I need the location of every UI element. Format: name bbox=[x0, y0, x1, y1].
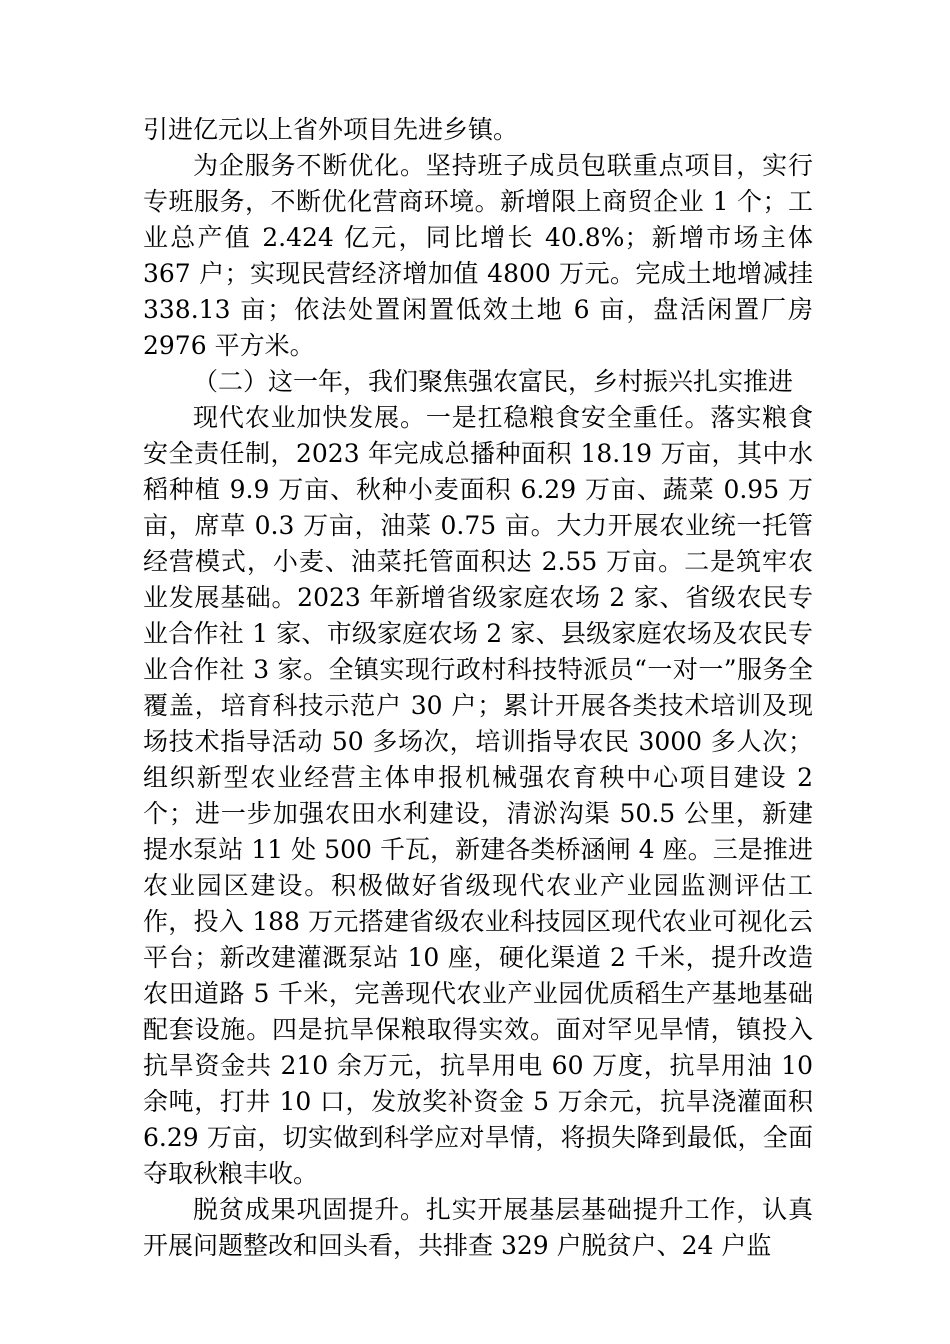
paragraph-modern-agriculture: 现代农业加快发展。一是扛稳粮食安全重任。落实粮食安全责任制，2023 年完成总播种面积 18.19 万亩，其中水稻种植 9.9 万亩、秋种小麦面积 6.29 万亩、蔬菜 0.95 万亩，席草 0.3 万亩，油菜 0.75 亩。大力开展农业统一托管经营模式，小麦、油菜托管面积达 2.55 万亩。二是筑牢农业发展基础。2023 年新增省级家庭农场 2 家、省级农民专业合作社 1 家、市级家庭农场 2 家、县级家庭农场及农民专业合作社 3 家。全镇实现行政村科技特派员“一对一”服务全覆盖，培育科技示范户 30 户；累计开展各类技术培训及现场技术指导活动 50 多场次，培训指导农民 3000 多人次；组织新型农业经营主体申报机械强农育秧中心项目建设 2 个；进一步加强农田水利建设，清淤沟渠 50.5 公里，新建提水泵站 11 处 500 千瓦，新建各类桥涵闸 4 座。三是推进农业园区建设。积极做好省级现代农业产业园监测评估工作，投入 188 万元搭建省级农业科技园区现代农业可视化云平台；新改建灌溉泵站 10 座，硬化渠道 2 千米，提升改造农田道路 5 千米，完善现代农业产业园优质稻生产基地基础配套设施。四是抗旱保粮取得实效。面对罕见旱情，镇投入抗旱资金共 210 余万元，抗旱用电 60 万度，抗旱用油 10 余吨，打井 10 口，发放奖补资金 5 万余元，抗旱浇灌面积 6.29 万亩，切实做到科学应对旱情，将损失降到最低，全面夺取秋粮丰收。 bbox=[143, 403, 813, 1188]
document-page bbox=[143, 112, 813, 1264]
paragraph-continuation: 引进亿元以上省外项目先进乡镇。 bbox=[143, 115, 519, 144]
paragraph-poverty-alleviation: 脱贫成果巩固提升。扎实开展基层基础提升工作，认真开展问题整改和回头看，共排查 329 户脱贫户、24 户监 bbox=[143, 1195, 813, 1260]
section-heading: （二）这一年，我们聚焦强农富民，乡村振兴扎实推进 bbox=[193, 367, 794, 396]
paragraph-enterprise-service: 为企服务不断优化。坚持班子成员包联重点项目，实行专班服务，不断优化营商环境。新增限上商贸企业 1 个；工业总产值 2.424 亿元，同比增长 40.8%；新增市场主体 367 户；实现民营经济增加值 4800 万元。完成土地增减挂 338.13 亩；依法处置闲置低效土地 6 亩，盘活闲置厂房 2976 平方米。 bbox=[143, 151, 813, 360]
